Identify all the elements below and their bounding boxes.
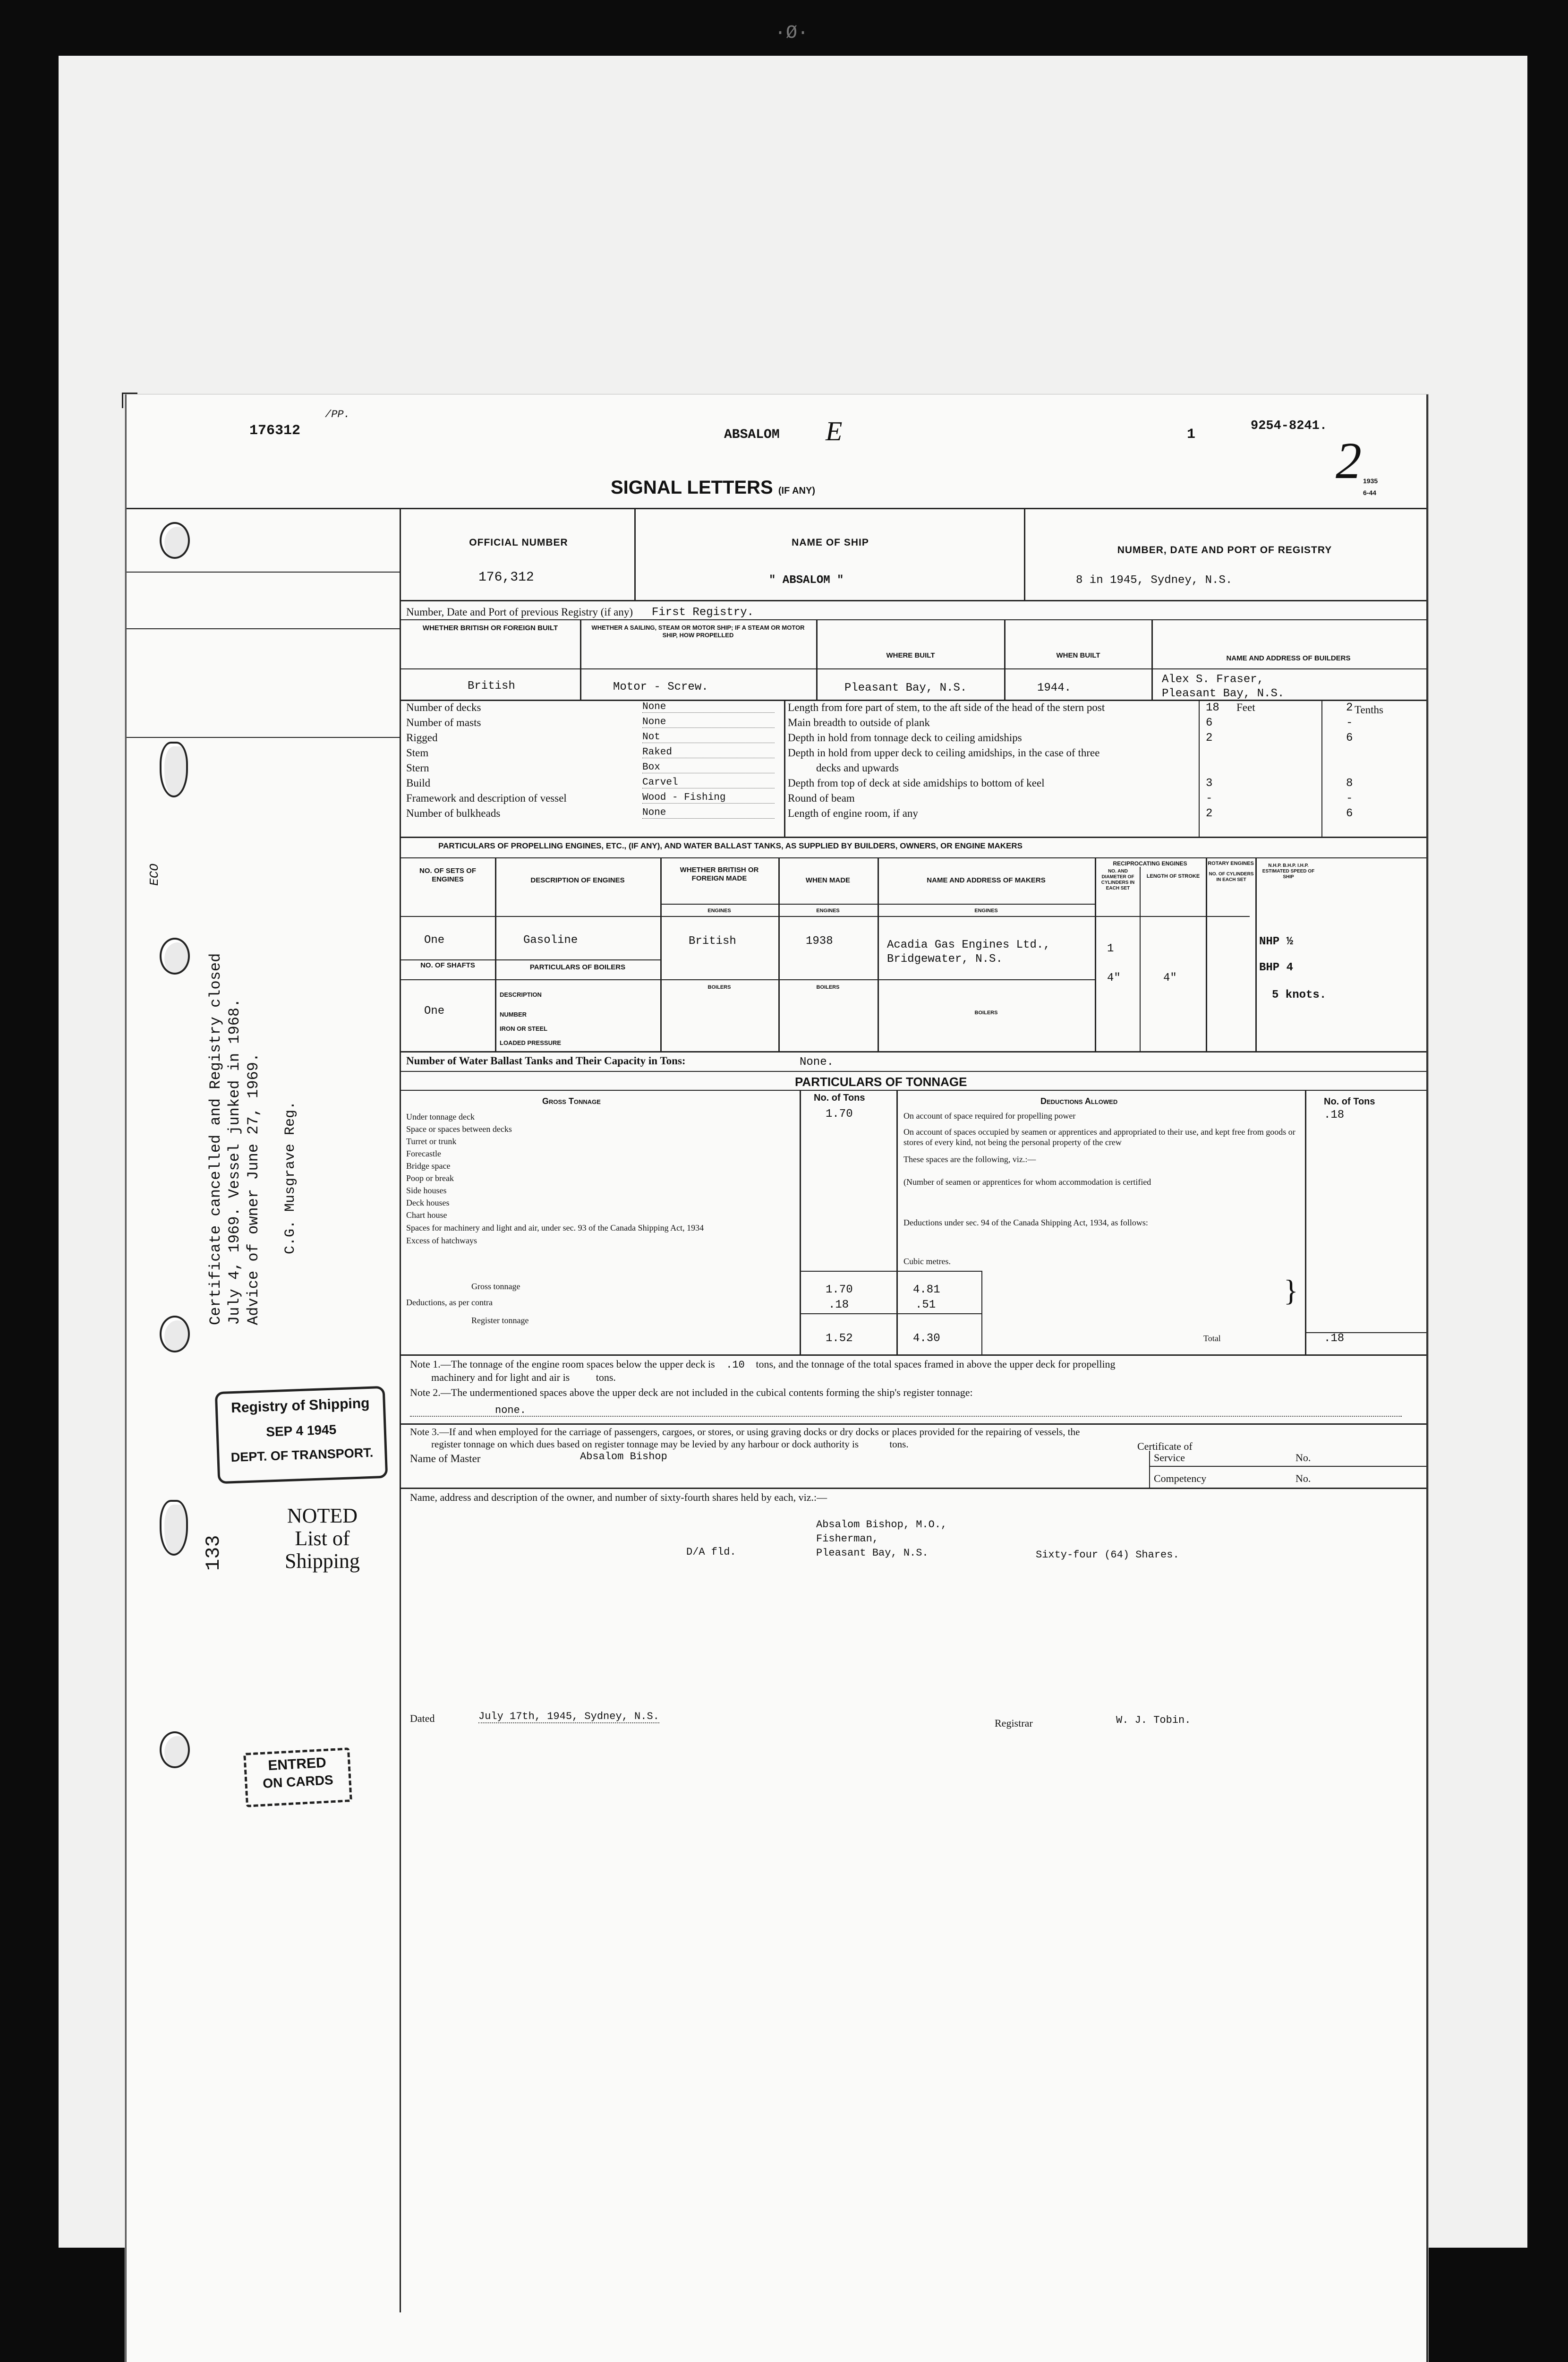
handwritten-e: E: [826, 416, 843, 446]
eng-div-8: [1255, 857, 1257, 1051]
col-description: DESCRIPTION OF ENGINES: [530, 876, 625, 884]
particular-value: Raked: [642, 747, 775, 758]
particular-row: [406, 732, 779, 747]
registry-label: NUMBER, DATE AND PORT OF REGISTRY: [1117, 545, 1332, 556]
dimension-label: Depth in hold from upper deck to ceiling amidships, in the case of three: [788, 747, 1100, 759]
mark-eco: ECO: [147, 864, 162, 886]
particulars-list: [406, 702, 779, 822]
boiler-pressure-label: LOADED PRESSURE: [500, 1039, 562, 1046]
british-built-label: WHETHER BRITISH OR FOREIGN BUILT: [422, 624, 558, 632]
tenths-label: Tenths: [1355, 704, 1383, 716]
official-number-label: OFFICIAL NUMBER: [469, 537, 568, 548]
shafts-line-top: [400, 959, 660, 960]
dimension-tenths: 8: [1346, 777, 1353, 790]
div-1: [634, 508, 636, 600]
note-2-dots: [410, 1416, 1402, 1417]
noted-stamp: [285, 1505, 360, 1573]
eng-div-6: [1206, 857, 1207, 1051]
registry-value: 8 in 1945, Sydney, N.S.: [1076, 574, 1233, 587]
particular-row: [406, 777, 779, 792]
margin-line: [400, 508, 401, 2312]
col-when-made: WHEN MADE: [805, 876, 851, 884]
file-number: 176312: [249, 423, 301, 439]
name-of-ship-label: NAME OF SHIP: [792, 537, 869, 548]
register-line: [800, 1313, 981, 1314]
shafts-value: One: [424, 1005, 445, 1018]
particular-label: Number of bulkheads: [406, 807, 501, 819]
margin-rule-3: [127, 737, 400, 738]
deduction-item: These spaces are the following, viz.:—: [903, 1155, 1036, 1164]
master-bottom: [400, 1488, 1426, 1489]
div-5: [1004, 619, 1006, 700]
note-1-line-b: [431, 1371, 616, 1384]
register-tons: 1.52: [826, 1332, 853, 1345]
particular-value: None: [642, 702, 775, 713]
register-cubic: 4.30: [913, 1332, 940, 1345]
register-tonnage-label: Register tonnage: [471, 1316, 529, 1325]
registry-stamp: [215, 1386, 388, 1484]
nhp-value: NHP ½: [1259, 935, 1294, 948]
dimension-feet: 18: [1206, 702, 1219, 714]
competency-label: Competency: [1154, 1472, 1207, 1484]
eng-div-7: [1140, 867, 1141, 1051]
particular-value: Box: [642, 762, 775, 773]
col-makers: NAME AND ADDRESS OF MAKERS: [927, 876, 1046, 884]
top-page-mark: ·Ø·: [775, 23, 809, 44]
dimension-label: decks and upwards: [816, 762, 899, 774]
engines-bottom: [400, 1051, 1426, 1053]
when-built-value: 1944.: [1037, 682, 1072, 694]
dimension-row: [788, 702, 1421, 717]
gross-item: Spaces for machinery and light and air, under sec. 93 of the Canada Shipping Act, 1934: [406, 1223, 704, 1232]
page-number: 1: [1187, 427, 1196, 443]
mark-133: 133: [202, 1535, 225, 1571]
corner-tick: [122, 393, 137, 408]
sub-boilers-label: BOILERS: [707, 984, 731, 990]
cylinders-value: 1: [1107, 942, 1114, 955]
owner-line-2: Fisherman,: [816, 1533, 879, 1545]
particular-value: Carvel: [642, 777, 775, 788]
dimension-row: [788, 807, 1421, 822]
official-number-value: 176,312: [478, 570, 534, 585]
gross-items-list: [406, 1111, 793, 1247]
dated-value: July 17th, 1945, Sydney, N.S.: [478, 1711, 659, 1722]
reference-number: 9254-8241.: [1251, 419, 1328, 433]
registry-bottom: [400, 600, 1426, 601]
note-1-value: .10: [726, 1359, 745, 1371]
where-built-value: Pleasant Bay, N.S.: [844, 682, 967, 694]
builders-line-2: Pleasant Bay, N.S.: [1162, 687, 1285, 700]
shafts-line-bottom: [400, 979, 660, 980]
boilers-particulars-label: PARTICULARS OF BOILERS: [529, 963, 626, 971]
rotary-sub-cylinders: NO. OF CYLINDERS IN EACH SET: [1209, 872, 1254, 882]
master-label: Name of Master: [410, 1453, 481, 1464]
tonnage-top: [400, 1090, 1426, 1091]
dimensions-list: [788, 702, 1421, 822]
particular-row: [406, 717, 779, 732]
binder-hole-3: [160, 938, 190, 975]
signal-letters-suffix: (IF ANY): [778, 486, 815, 496]
div-2: [1024, 508, 1025, 600]
particular-label: Build: [406, 777, 431, 789]
stamp-date-text: SEP 4 1945: [265, 1422, 337, 1439]
gross-item: Chart house: [406, 1210, 447, 1220]
under-deck-tons: 1.70: [826, 1108, 853, 1121]
dimension-feet: 2: [1206, 732, 1213, 745]
note-3-text-c: tons.: [889, 1438, 909, 1450]
note-3-text-b: register tonnage on which dues based on register tonnage may be levied by any harbour or dock authority is: [431, 1438, 859, 1450]
feet-label: Feet: [1236, 702, 1255, 713]
gross-item: Space or spaces between decks: [406, 1124, 512, 1134]
dimension-row: [788, 732, 1421, 747]
engines-title-line: [400, 857, 1426, 858]
gross-item: Side houses: [406, 1186, 447, 1195]
signal-letters-title: [611, 477, 815, 498]
stamp-dept-text: DEPT. OF TRANSPORT.: [230, 1445, 374, 1465]
div-6: [1151, 619, 1153, 700]
nhp-label: N.H.P. B.H.P. I.H.P. ESTIMATED SPEED OF SHIP: [1262, 863, 1315, 880]
gross-item: Under tonnage deck: [406, 1112, 475, 1121]
recip-engines-label: RECIPROCATING ENGINES: [1113, 860, 1187, 867]
cubic-divider: [981, 1271, 982, 1354]
note-3-line-b: [431, 1438, 909, 1450]
dimension-tenths: 6: [1346, 732, 1353, 745]
deduct-cubic: .51: [915, 1299, 936, 1311]
propelling-tons: .18: [1324, 1109, 1345, 1121]
particular-row: [406, 762, 779, 777]
dimension-feet: 2: [1206, 807, 1213, 820]
boiler-number-label: NUMBER: [500, 1011, 527, 1018]
master-value: Absalom Bishop: [580, 1451, 667, 1463]
dimension-feet: 3: [1206, 777, 1213, 790]
build-bottom: [400, 700, 1426, 701]
col-sets: NO. OF SETS OF ENGINES: [419, 867, 476, 883]
entered-stamp: [243, 1747, 352, 1807]
stamp-registry-text: Registry of Shipping: [230, 1395, 370, 1416]
ballast-value: None.: [800, 1056, 834, 1069]
builders-label: NAME AND ADDRESS OF BUILDERS: [1226, 654, 1351, 662]
eng-div-1: [495, 857, 496, 1051]
service-no-label: No.: [1295, 1452, 1311, 1463]
registrar-label: Registrar: [995, 1717, 1033, 1729]
total-value: .18: [1324, 1332, 1345, 1345]
bhp-value: BHP 4: [1259, 961, 1294, 974]
margin-rule-2: [127, 628, 400, 629]
ton-div-2: [896, 1090, 898, 1354]
col-british-made: WHETHER BRITISH OR FOREIGN MADE: [680, 866, 759, 882]
deduction-item: On account of spaces occupied by seamen or apprentices and appropriated to their use, and kept free from goods or stores of every kind, not being the personal property of the crew: [903, 1127, 1295, 1147]
handwritten-mark: 2: [1336, 432, 1362, 489]
closed-line-4: C.G. Musgrave Reg.: [282, 1101, 298, 1254]
closed-line-1: Certificate cancelled and Registry closed: [207, 953, 224, 1325]
particular-row: [406, 807, 779, 822]
dimension-feet: 6: [1206, 717, 1213, 729]
engines-section-title: PARTICULARS OF PROPELLING ENGINES, ETC., (IF ANY), AND WATER BALLAST TANKS, AS SUPPLIED BY BUILDERS, OWNERS, OR ENGINE MAKERS: [438, 841, 1023, 850]
ballast-line: [400, 1071, 1426, 1072]
particular-value: None: [642, 807, 775, 819]
propelled-value: Motor - Screw.: [613, 681, 708, 693]
deductions-label: Deductions Allowed: [1040, 1096, 1118, 1106]
owner-line-3: Pleasant Bay, N.S.: [816, 1547, 929, 1559]
speed-value: 5 knots.: [1272, 989, 1327, 1001]
dimension-tenths: -: [1346, 792, 1353, 805]
ton-div-3: [1305, 1090, 1306, 1354]
form-code-2: 6-44: [1363, 489, 1377, 496]
particular-value: Wood - Fishing: [642, 792, 775, 804]
owner-shares: Sixty-four (64) Shares.: [1036, 1549, 1179, 1561]
particular-row: [406, 747, 779, 762]
binder-hole-6: [160, 1731, 190, 1768]
recip-sub-stroke: LENGTH OF STROKE: [1146, 873, 1200, 879]
particulars-bottom: [400, 837, 1426, 838]
particular-label: Number of decks: [406, 702, 481, 713]
name-of-ship-value: " ABSALOM ": [769, 574, 844, 587]
noted-text-3: Shipping: [285, 1549, 360, 1573]
particular-value: Not: [642, 732, 775, 743]
margin-rule-1: [127, 572, 400, 573]
certificate-label: Certificate of: [1137, 1440, 1193, 1452]
ballast-label: Number of Water Ballast Tanks and Their Capacity in Tons:: [406, 1055, 686, 1067]
makers-line-2: Bridgewater, N.S.: [887, 953, 1003, 966]
british-built-value: British: [468, 680, 515, 693]
div-4: [816, 619, 818, 700]
tons-label-2: No. of Tons: [1324, 1096, 1375, 1107]
dimension-row: [788, 717, 1421, 732]
gross-item: Bridge space: [406, 1161, 451, 1171]
builders-line-1: Alex S. Fraser,: [1162, 673, 1264, 686]
dimension-label: Round of beam: [788, 792, 855, 804]
dimension-label: Depth from top of deck at side amidships to bottom of keel: [788, 777, 1045, 789]
boiler-iron-label: IRON OR STEEL: [500, 1025, 548, 1032]
dimension-row: [788, 762, 1421, 777]
noted-text-2: List of: [295, 1527, 350, 1550]
eng-div-3: [778, 857, 780, 1051]
dimension-label: Main breadth to outside of plank: [788, 717, 930, 728]
registrar-value: W. J. Tobin.: [1116, 1714, 1191, 1726]
entered-text-2: ON CARDS: [262, 1772, 334, 1791]
where-built-label: WHERE BUILT: [886, 651, 935, 659]
sub-engines-label-3: ENGINES: [974, 908, 998, 914]
gross-label: Gross Tonnage: [542, 1096, 601, 1106]
description-value: Gasoline: [523, 934, 578, 947]
tons-label: No. of Tons: [814, 1093, 865, 1103]
particulars-divider: [784, 700, 785, 837]
note-2: Note 2.—The undermentioned spaces above the upper deck are not included in the cubical contents forming the ship's register tonnage:: [410, 1386, 973, 1398]
gross-item: Deck houses: [406, 1198, 450, 1207]
note-1-text: Note 1.—The tonnage of the engine room spaces below the upper deck is: [410, 1358, 715, 1370]
note-1-line-a: [410, 1358, 1116, 1371]
dimension-label: Depth in hold from tonnage deck to ceiling amidships: [788, 732, 1022, 744]
gross-item: Excess of hatchways: [406, 1236, 477, 1245]
service-line: [1149, 1466, 1426, 1467]
sub-boilers-label-3: BOILERS: [974, 1010, 998, 1016]
eng-div-4: [878, 857, 879, 1051]
dimension-feet: -: [1206, 792, 1213, 805]
recip-sub-cylinders: NO. AND DIAMETER OF CYLINDERS IN EACH SET: [1101, 869, 1135, 891]
gross-cubic: 4.81: [913, 1284, 940, 1296]
dimension-row: [788, 747, 1421, 762]
boilers-sub-line: [660, 979, 1095, 980]
note-2-value: none.: [495, 1404, 527, 1416]
dimension-tenths: 2: [1346, 702, 1353, 714]
note-1-text-c: machinery and for light and air is: [431, 1371, 570, 1383]
engines-col-line: [400, 916, 1250, 917]
eng-div-2: [660, 857, 662, 1051]
particular-label: Stem: [406, 747, 429, 759]
stroke-value: 4": [1163, 972, 1177, 984]
particular-label: Rigged: [406, 732, 438, 744]
certificate-divider: [1149, 1451, 1150, 1488]
particular-row: [406, 702, 779, 717]
deduction-item: Deductions under sec. 94 of the Canada Shipping Act, 1934, as follows:: [903, 1218, 1148, 1227]
service-label: Service: [1154, 1452, 1185, 1463]
binder-hole-5: [160, 1500, 188, 1556]
total-line: [1305, 1332, 1426, 1333]
particular-label: Number of masts: [406, 717, 481, 728]
boiler-description-label: DESCRIPTION: [500, 991, 542, 998]
dimension-label: Length from fore part of stem, to the aft side of the head of the stern post: [788, 702, 1105, 713]
note-3-line-a: Note 3.—If and when employed for the carriage of passengers, cargoes, or stores, or using graving docks or dry docks or places provided for the repairing of vessels, the: [410, 1426, 1080, 1438]
form-code-1: 1935: [1363, 477, 1378, 485]
gross-item: Turret or trunk: [406, 1137, 457, 1146]
binder-hole-4: [160, 1316, 190, 1352]
eng-div-5: [1095, 857, 1096, 1051]
entered-text-1: ENTRED: [267, 1754, 327, 1774]
when-built-label: WHEN BUILT: [1056, 651, 1100, 659]
rotary-engines-label: ROTARY ENGINES: [1208, 861, 1254, 866]
deduct-tons: .18: [828, 1299, 849, 1311]
particular-label: Stern: [406, 762, 429, 774]
deduction-item: (Number of seamen or apprentices for whom accommodation is certified: [903, 1177, 1151, 1187]
deductions-contra-label: Deductions, as per contra: [406, 1298, 493, 1307]
tonnage-title: PARTICULARS OF TONNAGE: [795, 1075, 967, 1089]
deduction-item: On account of space required for propelling power: [903, 1111, 1076, 1121]
competency-no-label: No.: [1295, 1472, 1311, 1484]
particular-value: None: [642, 717, 775, 728]
engines-header-line: [660, 904, 1095, 905]
deduction-items-list: [903, 1111, 1300, 1228]
tonnage-bottom: [400, 1354, 1426, 1356]
registry-form: [125, 394, 1428, 2362]
makers-line-1: Acadia Gas Engines Ltd.,: [887, 939, 1050, 951]
notes-divider: [400, 1423, 1426, 1425]
cubic-metres-label: Cubic metres.: [903, 1257, 951, 1266]
owner-line-1: Absalom Bishop, M.O.,: [816, 1519, 947, 1531]
dimension-tenths: 6: [1346, 807, 1353, 820]
note-1-text-d: tons.: [596, 1371, 616, 1383]
british-made-value: British: [689, 935, 736, 948]
dated-label: Dated: [410, 1712, 435, 1724]
total-label: Total: [1203, 1334, 1221, 1343]
ship-name-top: ABSALOM: [724, 428, 780, 442]
brace: }: [1284, 1274, 1298, 1307]
closed-line-3: Advice of owner June 27, 1969.: [245, 1053, 262, 1325]
diameter-value: 4": [1107, 972, 1121, 984]
particular-row: [406, 792, 779, 807]
when-made-value: 1938: [806, 935, 833, 948]
dimension-row: [788, 777, 1421, 792]
previous-registry-line: [400, 619, 1426, 620]
file-suffix: /PP.: [325, 409, 350, 420]
dimension-row: [788, 792, 1421, 807]
note-1-text-b: tons, and the tonnage of the total spaces framed in above the upper deck for propelling: [756, 1358, 1116, 1370]
binder-hole-1: [160, 522, 190, 559]
owner-label: Name, address and description of the owner, and number of sixty-fourth shares held by each, viz.:—: [410, 1491, 827, 1503]
sub-engines-label-2: ENGINES: [816, 908, 840, 914]
closed-line-2: July 4, 1969. Vessel junked in 1968.: [226, 998, 243, 1325]
previous-registry-value: First Registry.: [652, 606, 754, 619]
sub-boilers-label-2: BOILERS: [816, 984, 840, 990]
sets-value: One: [424, 934, 445, 947]
gross-tons: 1.70: [826, 1284, 853, 1296]
signal-letters-text: SIGNAL LETTERS: [611, 477, 773, 498]
owner-note: D/A fld.: [686, 1546, 736, 1558]
particular-label: Framework and description of vessel: [406, 792, 567, 804]
propelled-label: WHETHER A SAILING, STEAM OR MOTOR SHIP; IF A STEAM OR MOTOR SHIP, HOW PROPELLED: [591, 624, 805, 639]
dimension-label: Length of engine room, if any: [788, 807, 918, 819]
header-line: [127, 508, 1426, 509]
ton-div-1: [800, 1090, 801, 1354]
previous-registry-label: Number, Date and Port of previous Registry (if any): [406, 606, 633, 618]
shafts-label: NO. OF SHAFTS: [420, 961, 475, 969]
noted-text-1: NOTED: [287, 1504, 358, 1527]
gross-tonnage-label: Gross tonnage: [471, 1282, 520, 1291]
gross-item: Forecastle: [406, 1149, 441, 1158]
div-3: [580, 619, 581, 700]
totals-top: [800, 1271, 981, 1272]
sub-engines-label: ENGINES: [707, 908, 731, 914]
gross-item: Poop or break: [406, 1173, 454, 1183]
binder-hole-2: [160, 742, 188, 797]
build-header-line: [400, 668, 1426, 669]
dimension-tenths: -: [1346, 717, 1353, 729]
